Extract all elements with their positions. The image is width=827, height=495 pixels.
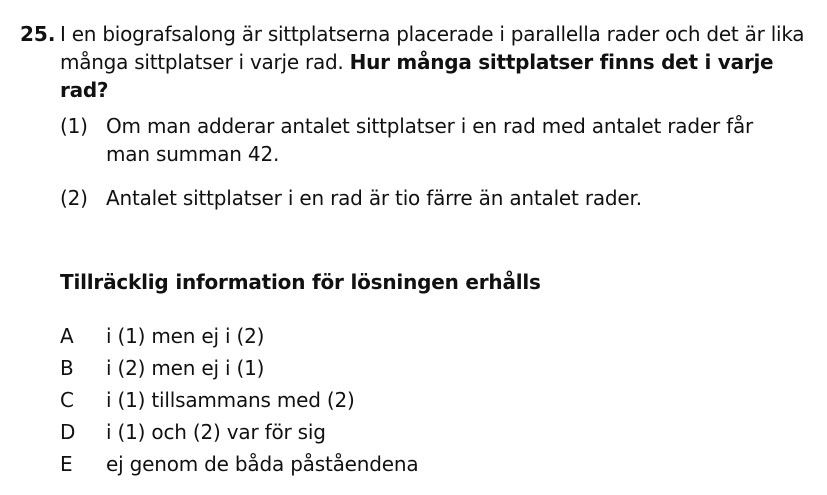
statement-1-label: (1) (60, 114, 88, 138)
option-c-letter: C (60, 388, 74, 412)
option-d[interactable] (60, 418, 760, 446)
question-body: I en biografsalong är sittplatserna placerade i parallella rader och det är lika många sittplatser i varje rad. (60, 22, 805, 74)
option-b-letter: B (60, 356, 74, 380)
option-e[interactable] (60, 450, 760, 478)
option-a[interactable] (60, 322, 760, 350)
option-c[interactable] (60, 386, 760, 414)
option-c-text: i (1) tillsammans med (2) (106, 388, 355, 412)
statement-1 (60, 112, 780, 168)
option-e-letter: E (60, 452, 73, 476)
statement-2-label: (2) (60, 186, 88, 210)
option-b[interactable] (60, 354, 760, 382)
statement-2-text: Antalet sittplatser i en rad är tio färre än antalet rader. (106, 186, 642, 210)
option-d-letter: D (60, 420, 76, 444)
question-number: 25. (20, 22, 56, 46)
statement-1-text: Om man adderar antalet sittplatser i en rad med antalet rader får man summan 42. (106, 114, 754, 166)
option-a-text: i (1) men ej i (2) (106, 324, 265, 348)
option-a-letter: A (60, 324, 74, 348)
question-prompt: Hur många sittplatser finns det i varje rad? (60, 50, 774, 102)
answer-heading: Tillräcklig information för lösningen erhålls (60, 270, 541, 294)
question-text (60, 20, 820, 104)
statement-2 (60, 184, 780, 212)
option-d-text: i (1) och (2) var för sig (106, 420, 326, 444)
option-e-text: ej genom de båda påståendena (106, 452, 419, 476)
option-b-text: i (2) men ej i (1) (106, 356, 265, 380)
